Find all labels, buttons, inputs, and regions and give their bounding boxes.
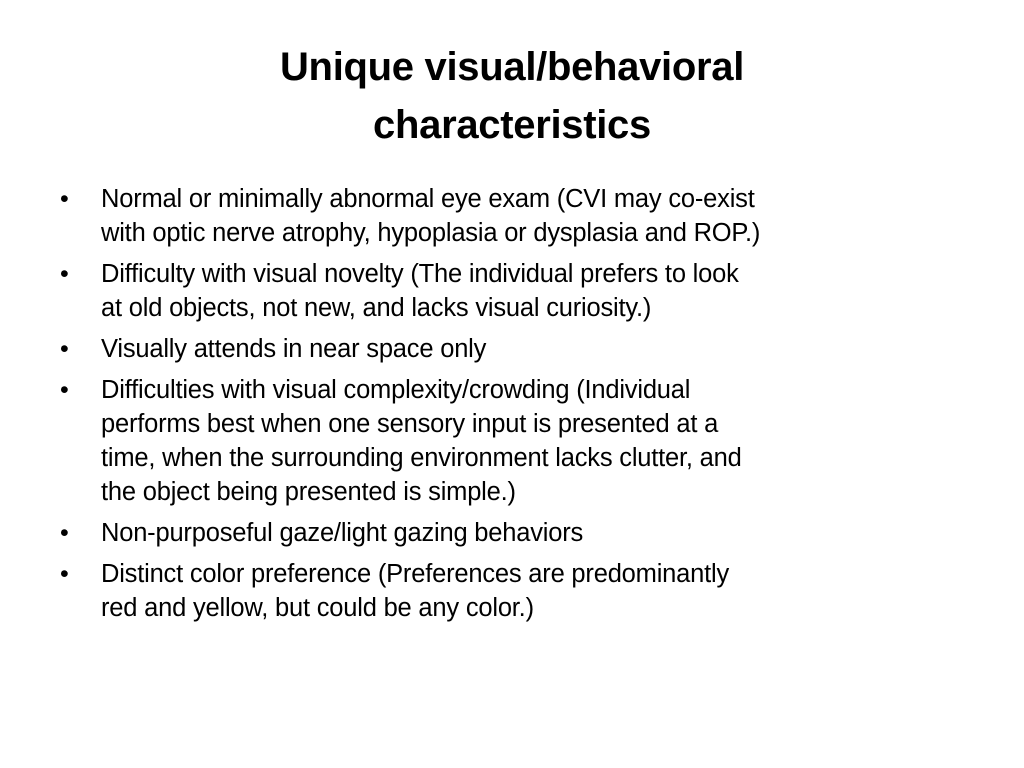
bullet-text-line: Distinct color preference (Preferences are predominantly	[101, 560, 730, 588]
bullet-text-line: Difficulty with visual novelty (The individual prefers to look	[101, 260, 739, 288]
bullet-text-line: the object being presented is simple.)	[101, 478, 516, 506]
bullet-icon: •	[60, 560, 69, 588]
bullet-text-line: time, when the surrounding environment lacks clutter, and	[101, 444, 742, 472]
bullet-icon: •	[60, 376, 69, 404]
bullet-text-line: performs best when one sensory input is presented at a	[101, 410, 719, 438]
slide-title-line: characteristics	[373, 103, 651, 147]
bullet-item-near-space	[60, 332, 960, 366]
bullet-item-visual-complexity	[60, 373, 960, 509]
bullet-item-gaze-behaviors	[60, 516, 960, 550]
bullet-icon: •	[60, 519, 69, 547]
bullet-text-line: Non-purposeful gaze/light gazing behaviors	[101, 519, 584, 547]
bullet-text-line: Difficulties with visual complexity/crowding (Individual	[101, 376, 691, 404]
bullet-text-line: red and yellow, but could be any color.)	[101, 594, 534, 622]
bullet-text-line: Visually attends in near space only	[101, 335, 487, 363]
bullet-icon: •	[60, 260, 69, 288]
bullet-icon: •	[60, 185, 69, 213]
bullet-text-line: at old objects, not new, and lacks visual curiosity.)	[101, 294, 652, 322]
bullet-item-visual-novelty	[60, 257, 960, 325]
bullet-item-color-preference	[60, 557, 960, 625]
bullet-text-line: Normal or minimally abnormal eye exam (CVI may co-exist	[101, 185, 755, 213]
slide-title-line: Unique visual/behavioral	[279, 45, 745, 89]
bullet-item-normal-eye-exam	[60, 182, 960, 250]
bullet-text-line: with optic nerve atrophy, hypoplasia or dysplasia and ROP.)	[101, 219, 761, 247]
bullet-icon: •	[60, 335, 69, 363]
bullet-list	[60, 182, 960, 632]
slide-title	[120, 38, 904, 154]
